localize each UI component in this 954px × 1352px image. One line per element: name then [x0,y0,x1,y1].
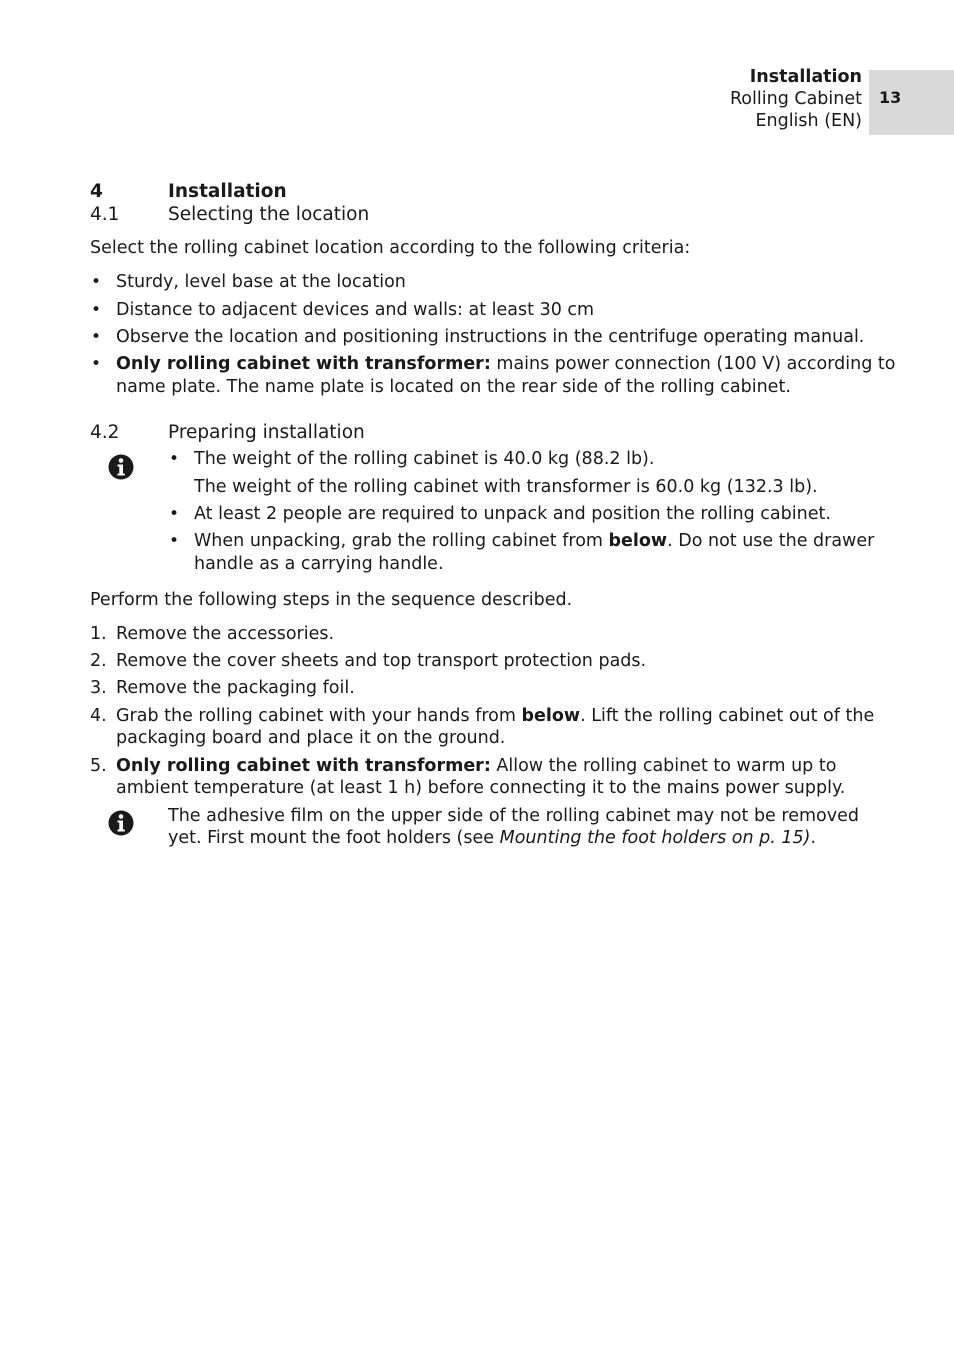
info-grab-bold: below [608,531,668,551]
step-text-continuation: packaging board and place it on the ground. [116,728,506,748]
step-text-part: Grab the rolling cabinet with your hands from [116,706,522,726]
page-number: 13 [879,88,902,107]
step-number: 5. [90,756,107,776]
step-text: Remove the accessories. [116,624,335,644]
info-grab-text: When unpacking, grab the rolling cabinet from [194,531,609,551]
step-bold: Only rolling cabinet with transformer: [116,756,491,776]
section-title: Installation [168,181,287,202]
note-text: yet. First mount the foot holders (see [168,828,500,848]
bullet-marker: • [169,531,180,551]
criteria-bold-label: Only rolling cabinet with transformer: [116,354,491,374]
header-section-title: Installation [749,67,862,87]
note-reference [168,828,816,848]
header-product: Rolling Cabinet [729,89,862,109]
criteria-text: mains power connection (100 V) according to [490,354,896,374]
bullet-marker: • [91,272,102,292]
criteria-item: Observe the location and positioning instructions in the centrifuge operating manual. [116,327,865,347]
info-icon [108,810,134,836]
info-weight-transformer: The weight of the rolling cabinet with transformer is 60.0 kg (132.3 lb). [194,477,818,497]
criteria-item: Distance to adjacent devices and walls: at least 30 cm [116,300,595,320]
note-text-end: . [810,828,817,848]
header-language: English (EN) [755,111,862,131]
step-text: Remove the cover sheets and top transport protection pads. [116,651,647,671]
subsection-title-4-2: Preparing installation [168,422,365,443]
step-bold: below [521,706,581,726]
bullet-marker: • [169,504,180,524]
step-text-part: . Lift the rolling cabinet out of the [580,706,875,726]
info-icon [108,454,134,480]
bullet-marker: • [91,354,102,374]
step-number: 4. [90,706,107,726]
subsection-number-4-2: 4.2 [90,422,120,443]
subsection-title-4-1: Selecting the location [168,204,370,225]
step-number: 2. [90,651,107,671]
step-text: Remove the packaging foil. [116,678,355,698]
criteria-item-continuation: name plate. The name plate is located on the rear side of the rolling cabinet. [116,377,791,397]
note-line: The adhesive film on the upper side of the rolling cabinet may not be removed [168,806,859,826]
step-number: 1. [90,624,107,644]
criteria-item-transformer [116,354,895,374]
step-text-continuation: ambient temperature (at least 1 h) before connecting it to the mains power supply. [116,778,846,798]
step-text-lift [116,706,874,726]
bullet-marker: • [91,327,102,347]
section-number: 4 [90,181,103,202]
info-grab [194,531,874,551]
info-people: At least 2 people are required to unpack and position the rolling cabinet. [194,504,831,524]
step-text-warm-up [116,756,836,776]
bullet-marker: • [169,449,180,469]
info-grab-text-end: . Do not use the drawer [667,531,875,551]
info-grab-continuation: handle as a carrying handle. [194,554,444,574]
criteria-item: Sturdy, level base at the location [116,272,406,292]
subsection-number-4-1: 4.1 [90,204,120,225]
cross-reference-link[interactable]: Mounting the foot holders on p. 15) [499,828,811,848]
step-number: 3. [90,678,107,698]
bullet-marker: • [91,300,102,320]
steps-intro: Perform the following steps in the sequence described. [90,590,573,610]
info-weight: The weight of the rolling cabinet is 40.0 kg (88.2 lb). [194,449,655,469]
step-text-part: Allow the rolling cabinet to warm up to [490,756,837,776]
criteria-intro: Select the rolling cabinet location according to the following criteria: [90,238,691,258]
